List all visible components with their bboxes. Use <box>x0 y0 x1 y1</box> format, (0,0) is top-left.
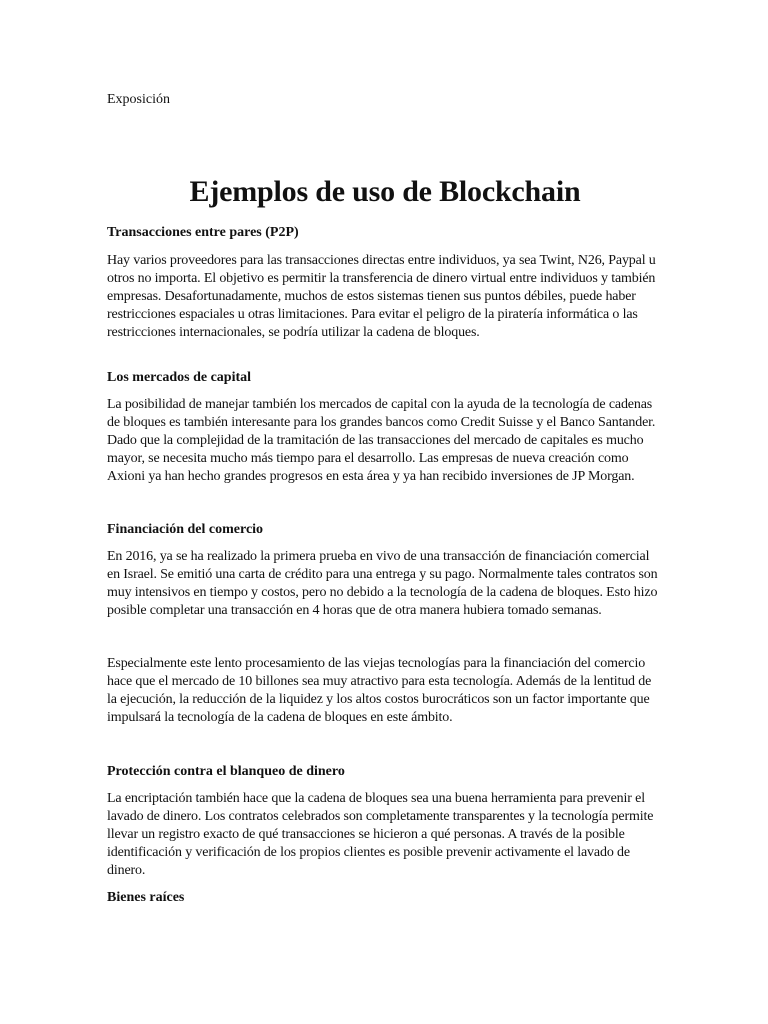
section-heading: Los mercados de capital <box>107 370 252 385</box>
section-capital-markets <box>107 369 663 486</box>
paragraph: La encriptación también hace que la cadena de bloques sea una buena herramienta para prevenir el lavado de dinero. Los contratos celebrados son completamente transparentes y la tecnología permite llevar un registro exacto de qué transacciones se hicieron a qué personas. A través de la posible identificación y verificación de los propios clientes es posible prevenir activamente el lavado de dinero. <box>107 791 654 878</box>
section-real-estate <box>107 889 663 907</box>
document-kicker: Exposición <box>107 92 170 107</box>
section-heading: Transacciones entre pares (P2P) <box>107 225 299 240</box>
section-trade-finance <box>107 521 663 727</box>
section-heading: Financiación del comercio <box>107 522 264 537</box>
paragraph: Hay varios proveedores para las transacciones directas entre individuos, ya sea Twint, N26, Paypal u otros no importa. El objetivo es permitir la transferencia de dinero virtual entre individuos y también empresas. Desafortunadamente, muchos de estos sistemas tienen sus puntos débiles, puede haber restricciones espaciales u otras limitaciones. Para evitar el peligro de la piratería informática o las restricciones internacionales, se podría utilizar la cadena de bloques. <box>107 253 656 340</box>
section-heading: Protección contra el blanqueo de dinero <box>107 764 345 779</box>
paragraph: Especialmente este lento procesamiento de las viejas tecnologías para la financiación del comercio hace que el mercado de 10 billones sea muy atractivo para esta tecnología. Además de la lentitud de la ejecución, la reducción de la liquidez y los altos costos burocráticos son un factor importante que impulsará la tecnología de la cadena de bloques en este ámbito. <box>107 656 652 725</box>
section-money-laundering <box>107 763 663 880</box>
page-title: Ejemplos de uso de Blockchain <box>189 175 581 208</box>
paragraph: En 2016, ya se ha realizado la primera prueba en vivo de una transacción de financiación comercial en Israel. Se emitió una carta de crédito para una entrega y su pago. Normalmente tales contratos son muy intensivos en tiempo y costos, pero no debido a la tecnología de la cadena de bloques. Esto hizo posible completar una transacción en 4 horas que de otra manera hubiera tomado semanas. <box>107 549 658 618</box>
section-heading: Bienes raíces <box>107 890 185 905</box>
document-body <box>107 224 663 907</box>
paragraph: La posibilidad de manejar también los mercados de capital con la ayuda de la tecnología de cadenas de bloques es también interesante para los grandes bancos como Credit Suisse y el Banco Santander. Dado que la complejidad de la tramitación de las transacciones del mercado de capitales es mucho mayor, se necesita mucho más tiempo para el desarrollo. Las empresas de nueva creación como Axioni ya han hecho grandes progresos en esta área y ya han recibido inversiones de JP Morgan. <box>107 397 656 484</box>
section-p2p <box>107 224 663 342</box>
